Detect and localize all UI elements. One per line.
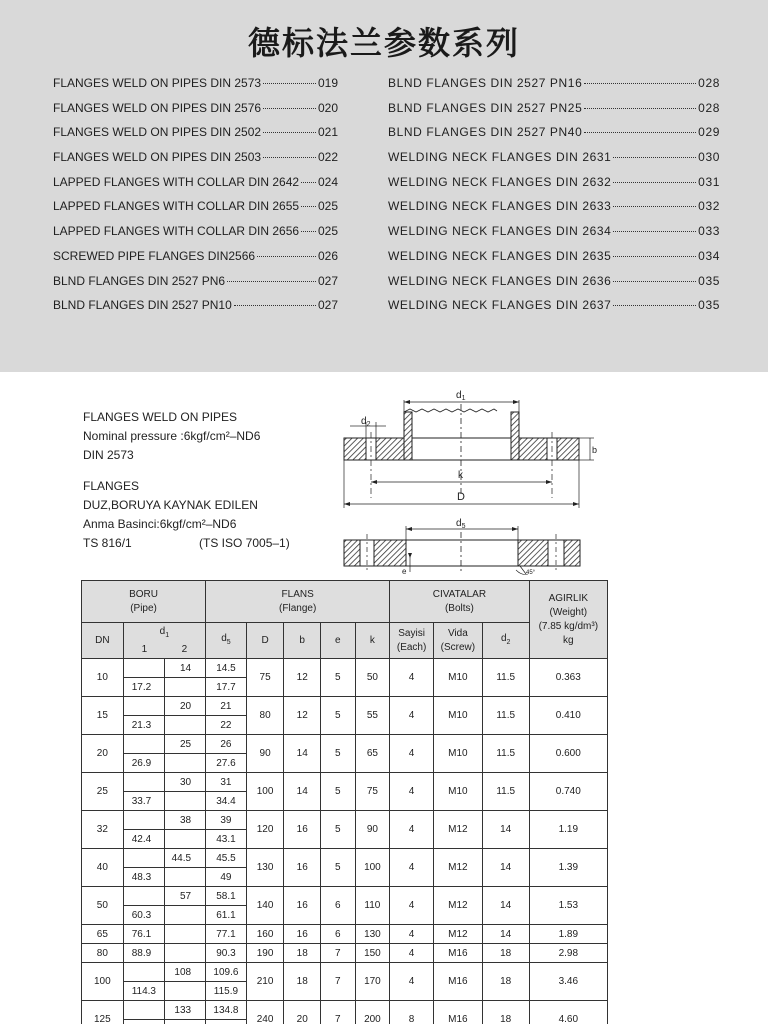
index-panel (0, 0, 768, 372)
cell-k: 90 (355, 811, 390, 849)
index-leader-dots (301, 182, 316, 183)
cell-d5: 49 (206, 868, 247, 887)
cell-d1-col2-empty (165, 678, 206, 697)
index-entry-page: 020 (317, 100, 338, 115)
cell-screw: M12 (433, 811, 482, 849)
cell-each: 4 (390, 697, 434, 735)
index-entry (53, 175, 338, 200)
index-entry (388, 125, 720, 150)
index-entry-label: LAPPED FLANGES WITH COLLAR DIN 2656 (53, 224, 300, 239)
cell-d1-col2-empty (165, 925, 206, 944)
index-entry (53, 101, 338, 126)
spec-ts-line (83, 534, 290, 553)
cell-d5: 26 (206, 735, 247, 754)
index-entry-page: 033 (698, 224, 720, 239)
index-entry-label: WELDING NECK FLANGES DIN 2631 (388, 150, 612, 165)
cell-d5: 31 (206, 773, 247, 792)
cell-d1-col2: 44.5 (165, 849, 206, 868)
header-d5: $d_5$ (206, 623, 247, 659)
index-leader-dots (584, 83, 696, 84)
cell-D: 130 (246, 849, 284, 887)
header-flans: FLANS (Flange) (206, 581, 390, 623)
cell-d1-col1: 60.3 (123, 906, 165, 925)
index-entry (53, 224, 338, 249)
cell-dn: 25 (82, 773, 124, 811)
cell-screw: M10 (433, 697, 482, 735)
index-leader-dots (584, 132, 696, 133)
table-row (82, 735, 608, 754)
index-leader-dots (584, 108, 696, 109)
index-entry-page: 035 (698, 273, 720, 288)
cell-screw: M10 (433, 659, 482, 697)
header-d1: $d_1$ 1 2 (123, 623, 205, 659)
flange-spec-table (81, 580, 608, 1024)
cell-b: 12 (284, 697, 321, 735)
cell-b: 16 (284, 887, 321, 925)
cell-d1-col2-empty (165, 982, 206, 1001)
cell-d2: 14 (482, 811, 529, 849)
cell-dn: 65 (82, 925, 124, 944)
index-entry-page: 028 (698, 76, 720, 90)
index-leader-dots (613, 231, 696, 232)
cell-e: 7 (321, 944, 356, 963)
cell-dn: 10 (82, 659, 124, 697)
cell-k: 75 (355, 773, 390, 811)
label-angle: 45° (526, 570, 536, 576)
cell-D: 210 (246, 963, 284, 1001)
index-entry-label: WELDING NECK FLANGES DIN 2632 (388, 174, 612, 189)
cell-d1-col1: 26.9 (123, 754, 165, 773)
cell-kg: 0.363 (529, 659, 607, 697)
index-entry-label: SCREWED PIPE FLANGES DIN2566 (53, 248, 256, 263)
cell-d1-col2: 25 (165, 735, 206, 754)
cell-d1-col1: 21.3 (123, 716, 165, 735)
index-leader-dots (263, 157, 316, 158)
header-vida: Vida (Screw) (433, 623, 482, 659)
cell-e: 5 (321, 773, 356, 811)
cell-d1-col2: 38 (165, 811, 206, 830)
index-title: 德标法兰参数系列 (247, 24, 520, 62)
cell-dn: 100 (82, 963, 124, 1001)
header-D: D (246, 623, 284, 659)
cell-d5: 45.5 (206, 849, 247, 868)
cell-D: 140 (246, 887, 284, 925)
table-row (82, 963, 608, 982)
cell-d5: 14.5 (206, 659, 247, 678)
header-agirlik: AGIRLIK (Weight) (7.85 kg/dm³) kg (529, 581, 607, 659)
index-entry-label: LAPPED FLANGES WITH COLLAR DIN 2642 (53, 174, 300, 189)
cell-e: 6 (321, 925, 356, 944)
header-k: k (355, 623, 390, 659)
cell-kg: 0.410 (529, 697, 607, 735)
cell-D: 100 (246, 773, 284, 811)
cell-d2: 11.5 (482, 773, 529, 811)
index-leader-dots (613, 305, 696, 306)
table-row (82, 659, 608, 678)
cell-d2: 11.5 (482, 659, 529, 697)
index-entry (388, 298, 720, 323)
cell-b: 14 (284, 735, 321, 773)
table-body (82, 659, 608, 1024)
index-entry-page: 025 (317, 199, 338, 214)
index-entry-page: 022 (317, 150, 338, 165)
cell-d5: 58.1 (206, 887, 247, 906)
index-right-column (388, 76, 720, 323)
cell-k: 100 (355, 849, 390, 887)
cell-D: 75 (246, 659, 284, 697)
index-leader-dots (263, 108, 316, 109)
cell-d1-col1: 88.9 (123, 944, 165, 963)
spec-standard: DIN 2573 (83, 448, 134, 462)
flange-section-upper (344, 400, 594, 508)
cell-d5: 17.7 (206, 678, 247, 697)
header-boru: BORU (Pipe) (82, 581, 206, 623)
header-sayisi: Sayisi (Each) (390, 623, 434, 659)
cell-D: 190 (246, 944, 284, 963)
cell-D: 160 (246, 925, 284, 944)
index-entry-label: WELDING NECK FLANGES DIN 2637 (388, 298, 612, 313)
cell-d5: 22 (206, 716, 247, 735)
cell-screw: M16 (433, 1001, 482, 1024)
cell-each: 4 (390, 963, 434, 1001)
label-k: k (458, 470, 463, 481)
index-entry-label: FLANGES WELD ON PIPES DIN 2573 (53, 76, 262, 90)
cell-d5: 109.6 (206, 963, 247, 982)
spec-description (83, 408, 290, 553)
cell-d1-col1: 42.4 (123, 830, 165, 849)
cell-d1-col1 (123, 1020, 165, 1024)
index-entry-label: WELDING NECK FLANGES DIN 2633 (388, 199, 612, 214)
label-d2: $d_2$ (361, 416, 371, 428)
cell-d1-col1: 33.7 (123, 792, 165, 811)
index-entry-page: 029 (698, 125, 720, 140)
cell-screw: M12 (433, 887, 482, 925)
index-leader-dots (613, 182, 696, 183)
spec-ts: TS 816/1 (83, 536, 132, 550)
table-row (82, 925, 608, 944)
cell-d1-col1-empty (123, 735, 165, 754)
flange-section-lower (344, 526, 580, 575)
index-entry (388, 150, 720, 175)
cell-d1-col1: 114.3 (123, 982, 165, 1001)
index-entry-page: 026 (317, 248, 338, 263)
cell-d5: 90.3 (206, 944, 247, 963)
cell-d2: 11.5 (482, 735, 529, 773)
index-entry-page: 027 (317, 273, 338, 288)
flange-drawing (330, 386, 620, 576)
cell-d1-col2: 57 (165, 887, 206, 906)
cell-d1-col2: 133 (165, 1001, 206, 1020)
index-entry-page: 019 (317, 76, 338, 90)
table-row (82, 849, 608, 868)
cell-k: 110 (355, 887, 390, 925)
cell-D: 240 (246, 1001, 284, 1024)
index-leader-dots (301, 206, 316, 207)
header-d2: $d_2$ (482, 623, 529, 659)
cell-kg: 2.98 (529, 944, 607, 963)
cell-d1-col1: 76.1 (123, 925, 165, 944)
cell-screw: M16 (433, 944, 482, 963)
index-entry-page: 035 (698, 298, 720, 313)
cell-d5: 39 (206, 811, 247, 830)
cell-d2: 18 (482, 963, 529, 1001)
cell-e: 7 (321, 1001, 356, 1024)
cell-each: 4 (390, 887, 434, 925)
index-leader-dots (613, 281, 696, 282)
index-entry (53, 274, 338, 299)
index-entry (53, 76, 338, 101)
index-entry-label: BLND FLANGES DIN 2527 PN25 (388, 100, 583, 115)
cell-d5: 61.1 (206, 906, 247, 925)
cell-D: 120 (246, 811, 284, 849)
cell-k: 55 (355, 697, 390, 735)
cell-screw: M12 (433, 925, 482, 944)
cell-dn: 32 (82, 811, 124, 849)
index-entry (388, 101, 720, 126)
cell-d2: 11.5 (482, 697, 529, 735)
index-entry (388, 76, 720, 101)
index-leader-dots (301, 231, 316, 232)
cell-d1-col1: 48.3 (123, 868, 165, 887)
cell-d1-col1: 17.2 (123, 678, 165, 697)
cell-d5: 115.9 (206, 982, 247, 1001)
cell-kg: 4.60 (529, 1001, 607, 1024)
index-entry-page: 030 (698, 150, 720, 165)
cell-each: 4 (390, 735, 434, 773)
cell-each: 4 (390, 659, 434, 697)
index-leader-dots (263, 132, 316, 133)
cell-d5: 77.1 (206, 925, 247, 944)
cell-d1-col1-empty (123, 773, 165, 792)
index-entry-page: 025 (317, 224, 338, 239)
index-entry-label: WELDING NECK FLANGES DIN 2635 (388, 248, 612, 263)
index-entry-label: FLANGES WELD ON PIPES DIN 2502 (53, 125, 262, 140)
index-entry (388, 249, 720, 274)
cell-k: 50 (355, 659, 390, 697)
spec-subtitle-tr: DUZ,BORUYA KAYNAK EDILEN (83, 498, 258, 512)
cell-d2: 18 (482, 944, 529, 963)
header-civatalar: CIVATALAR (Bolts) (390, 581, 529, 623)
cell-each: 4 (390, 849, 434, 887)
cell-d1-col2-empty (165, 1020, 206, 1024)
cell-k: 130 (355, 925, 390, 944)
cell-d1-col1-empty (123, 1001, 165, 1020)
cell-d1-col1-empty (123, 887, 165, 906)
cell-each: 4 (390, 811, 434, 849)
cell-d1-col2: 108 (165, 963, 206, 982)
cell-screw: M12 (433, 849, 482, 887)
index-entry-page: 024 (317, 174, 338, 189)
label-D: D (457, 491, 465, 503)
cell-D: 90 (246, 735, 284, 773)
label-b: b (592, 445, 598, 455)
index-left-column (53, 76, 338, 323)
cell-D: 80 (246, 697, 284, 735)
cell-d1-col2-empty (165, 868, 206, 887)
cell-b: 18 (284, 944, 321, 963)
cell-dn: 40 (82, 849, 124, 887)
index-leader-dots (257, 256, 316, 257)
index-leader-dots (613, 256, 696, 257)
index-entry-page: 027 (317, 298, 338, 313)
cell-k: 200 (355, 1001, 390, 1024)
cell-d5: 27.6 (206, 754, 247, 773)
index-entry (53, 199, 338, 224)
label-d5: $d_5$ (456, 518, 466, 530)
cell-d5: 43.1 (206, 830, 247, 849)
cell-d5: 34.4 (206, 792, 247, 811)
index-leader-dots (613, 157, 696, 158)
cell-d2: 18 (482, 1001, 529, 1024)
table-row (82, 1001, 608, 1020)
cell-d1-col2: 30 (165, 773, 206, 792)
cell-dn: 20 (82, 735, 124, 773)
cell-e: 5 (321, 659, 356, 697)
spec-pressure: Nominal pressure :6kgf/cm²–ND6 (83, 429, 261, 443)
cell-d1-col1-empty (123, 659, 165, 678)
cell-d1-col2-empty (165, 906, 206, 925)
cell-kg: 0.600 (529, 735, 607, 773)
cell-b: 16 (284, 925, 321, 944)
cell-d2: 14 (482, 849, 529, 887)
cell-b: 18 (284, 963, 321, 1001)
index-entry-label: BLND FLANGES DIN 2527 PN40 (388, 125, 583, 140)
spec-title: FLANGES WELD ON PIPES (83, 410, 238, 424)
index-entry-label: LAPPED FLANGES WITH COLLAR DIN 2655 (53, 199, 300, 214)
cell-d2: 14 (482, 925, 529, 944)
cell-dn: 125 (82, 1001, 124, 1024)
spec-ts-iso: (TS ISO 7005–1) (199, 536, 290, 550)
cell-d5: 134.8 (206, 1001, 247, 1020)
cell-d1-col1-empty (123, 963, 165, 982)
label-d1: $d_1$ (456, 390, 466, 402)
header-b: b (284, 623, 321, 659)
index-leader-dots (234, 305, 316, 306)
index-entry (388, 224, 720, 249)
cell-k: 65 (355, 735, 390, 773)
cell-d1-col1-empty (123, 697, 165, 716)
index-entry-page: 034 (698, 248, 720, 263)
cell-dn: 80 (82, 944, 124, 963)
cell-kg: 1.39 (529, 849, 607, 887)
cell-b: 12 (284, 659, 321, 697)
index-entry (388, 199, 720, 224)
spec-pressure-tr: Anma Basinci:6kgf/cm²–ND6 (83, 517, 237, 531)
cell-dn: 50 (82, 887, 124, 925)
index-entry (388, 175, 720, 200)
cell-d1-col2-empty (165, 830, 206, 849)
cell-d1-col2: 14 (165, 659, 206, 678)
cell-e: 5 (321, 849, 356, 887)
cell-kg: 0.740 (529, 773, 607, 811)
label-e: e (402, 567, 407, 576)
index-entry-label: WELDING NECK FLANGES DIN 2636 (388, 273, 612, 288)
cell-e: 6 (321, 887, 356, 925)
index-entry-page: 032 (698, 199, 720, 214)
cell-screw: M10 (433, 773, 482, 811)
index-entry-label: BLND FLANGES DIN 2527 PN16 (388, 76, 583, 90)
index-entry-label: FLANGES WELD ON PIPES DIN 2576 (53, 100, 262, 115)
cell-k: 150 (355, 944, 390, 963)
cell-screw: M10 (433, 735, 482, 773)
index-entry-label: BLND FLANGES DIN 2527 PN10 (53, 298, 232, 313)
table-row (82, 811, 608, 830)
cell-d1-col2: 20 (165, 697, 206, 716)
index-entry-page: 031 (698, 174, 720, 189)
cell-e: 7 (321, 963, 356, 1001)
cell-d1-col2-empty (165, 944, 206, 963)
spec-section (0, 372, 768, 1024)
table-row (82, 697, 608, 716)
index-entry-label: BLND FLANGES DIN 2527 PN6 (53, 273, 226, 288)
cell-d1-col1-empty (123, 849, 165, 868)
cell-screw: M16 (433, 963, 482, 1001)
index-leader-dots (613, 206, 696, 207)
cell-d1-col2-empty (165, 792, 206, 811)
table-row (82, 944, 608, 963)
table-row (82, 773, 608, 792)
cell-e: 5 (321, 697, 356, 735)
cell-d1-col1-empty (123, 811, 165, 830)
cell-k: 170 (355, 963, 390, 1001)
cell-b: 14 (284, 773, 321, 811)
cell-d2: 14 (482, 887, 529, 925)
cell-b: 16 (284, 849, 321, 887)
index-entry (53, 298, 338, 323)
cell-b: 16 (284, 811, 321, 849)
index-entry (388, 274, 720, 299)
index-leader-dots (263, 83, 316, 84)
cell-each: 8 (390, 1001, 434, 1024)
cell-d5: 21 (206, 697, 247, 716)
index-entry (53, 249, 338, 274)
cell-d1-col2-empty (165, 716, 206, 735)
index-entry-label: WELDING NECK FLANGES DIN 2634 (388, 224, 612, 239)
cell-each: 4 (390, 944, 434, 963)
index-leader-dots (227, 281, 316, 282)
index-entry-label: FLANGES WELD ON PIPES DIN 2503 (53, 150, 262, 165)
cell-kg: 3.46 (529, 963, 607, 1001)
cell-d5 (206, 1020, 247, 1024)
cell-dn: 15 (82, 697, 124, 735)
cell-kg: 1.89 (529, 925, 607, 944)
cell-kg: 1.53 (529, 887, 607, 925)
header-dn: DN (82, 623, 124, 659)
table-row (82, 887, 608, 906)
index-entry (53, 125, 338, 150)
index-entry (53, 150, 338, 175)
cell-b: 20 (284, 1001, 321, 1024)
spec-title-tr: FLANGES (83, 479, 140, 493)
cell-e: 5 (321, 735, 356, 773)
cell-e: 5 (321, 811, 356, 849)
header-e: e (321, 623, 356, 659)
cell-each: 4 (390, 773, 434, 811)
cell-kg: 1.19 (529, 811, 607, 849)
cell-d1-col2-empty (165, 754, 206, 773)
index-entry-page: 028 (698, 100, 720, 115)
index-entry-page: 021 (317, 125, 338, 140)
cell-each: 4 (390, 925, 434, 944)
